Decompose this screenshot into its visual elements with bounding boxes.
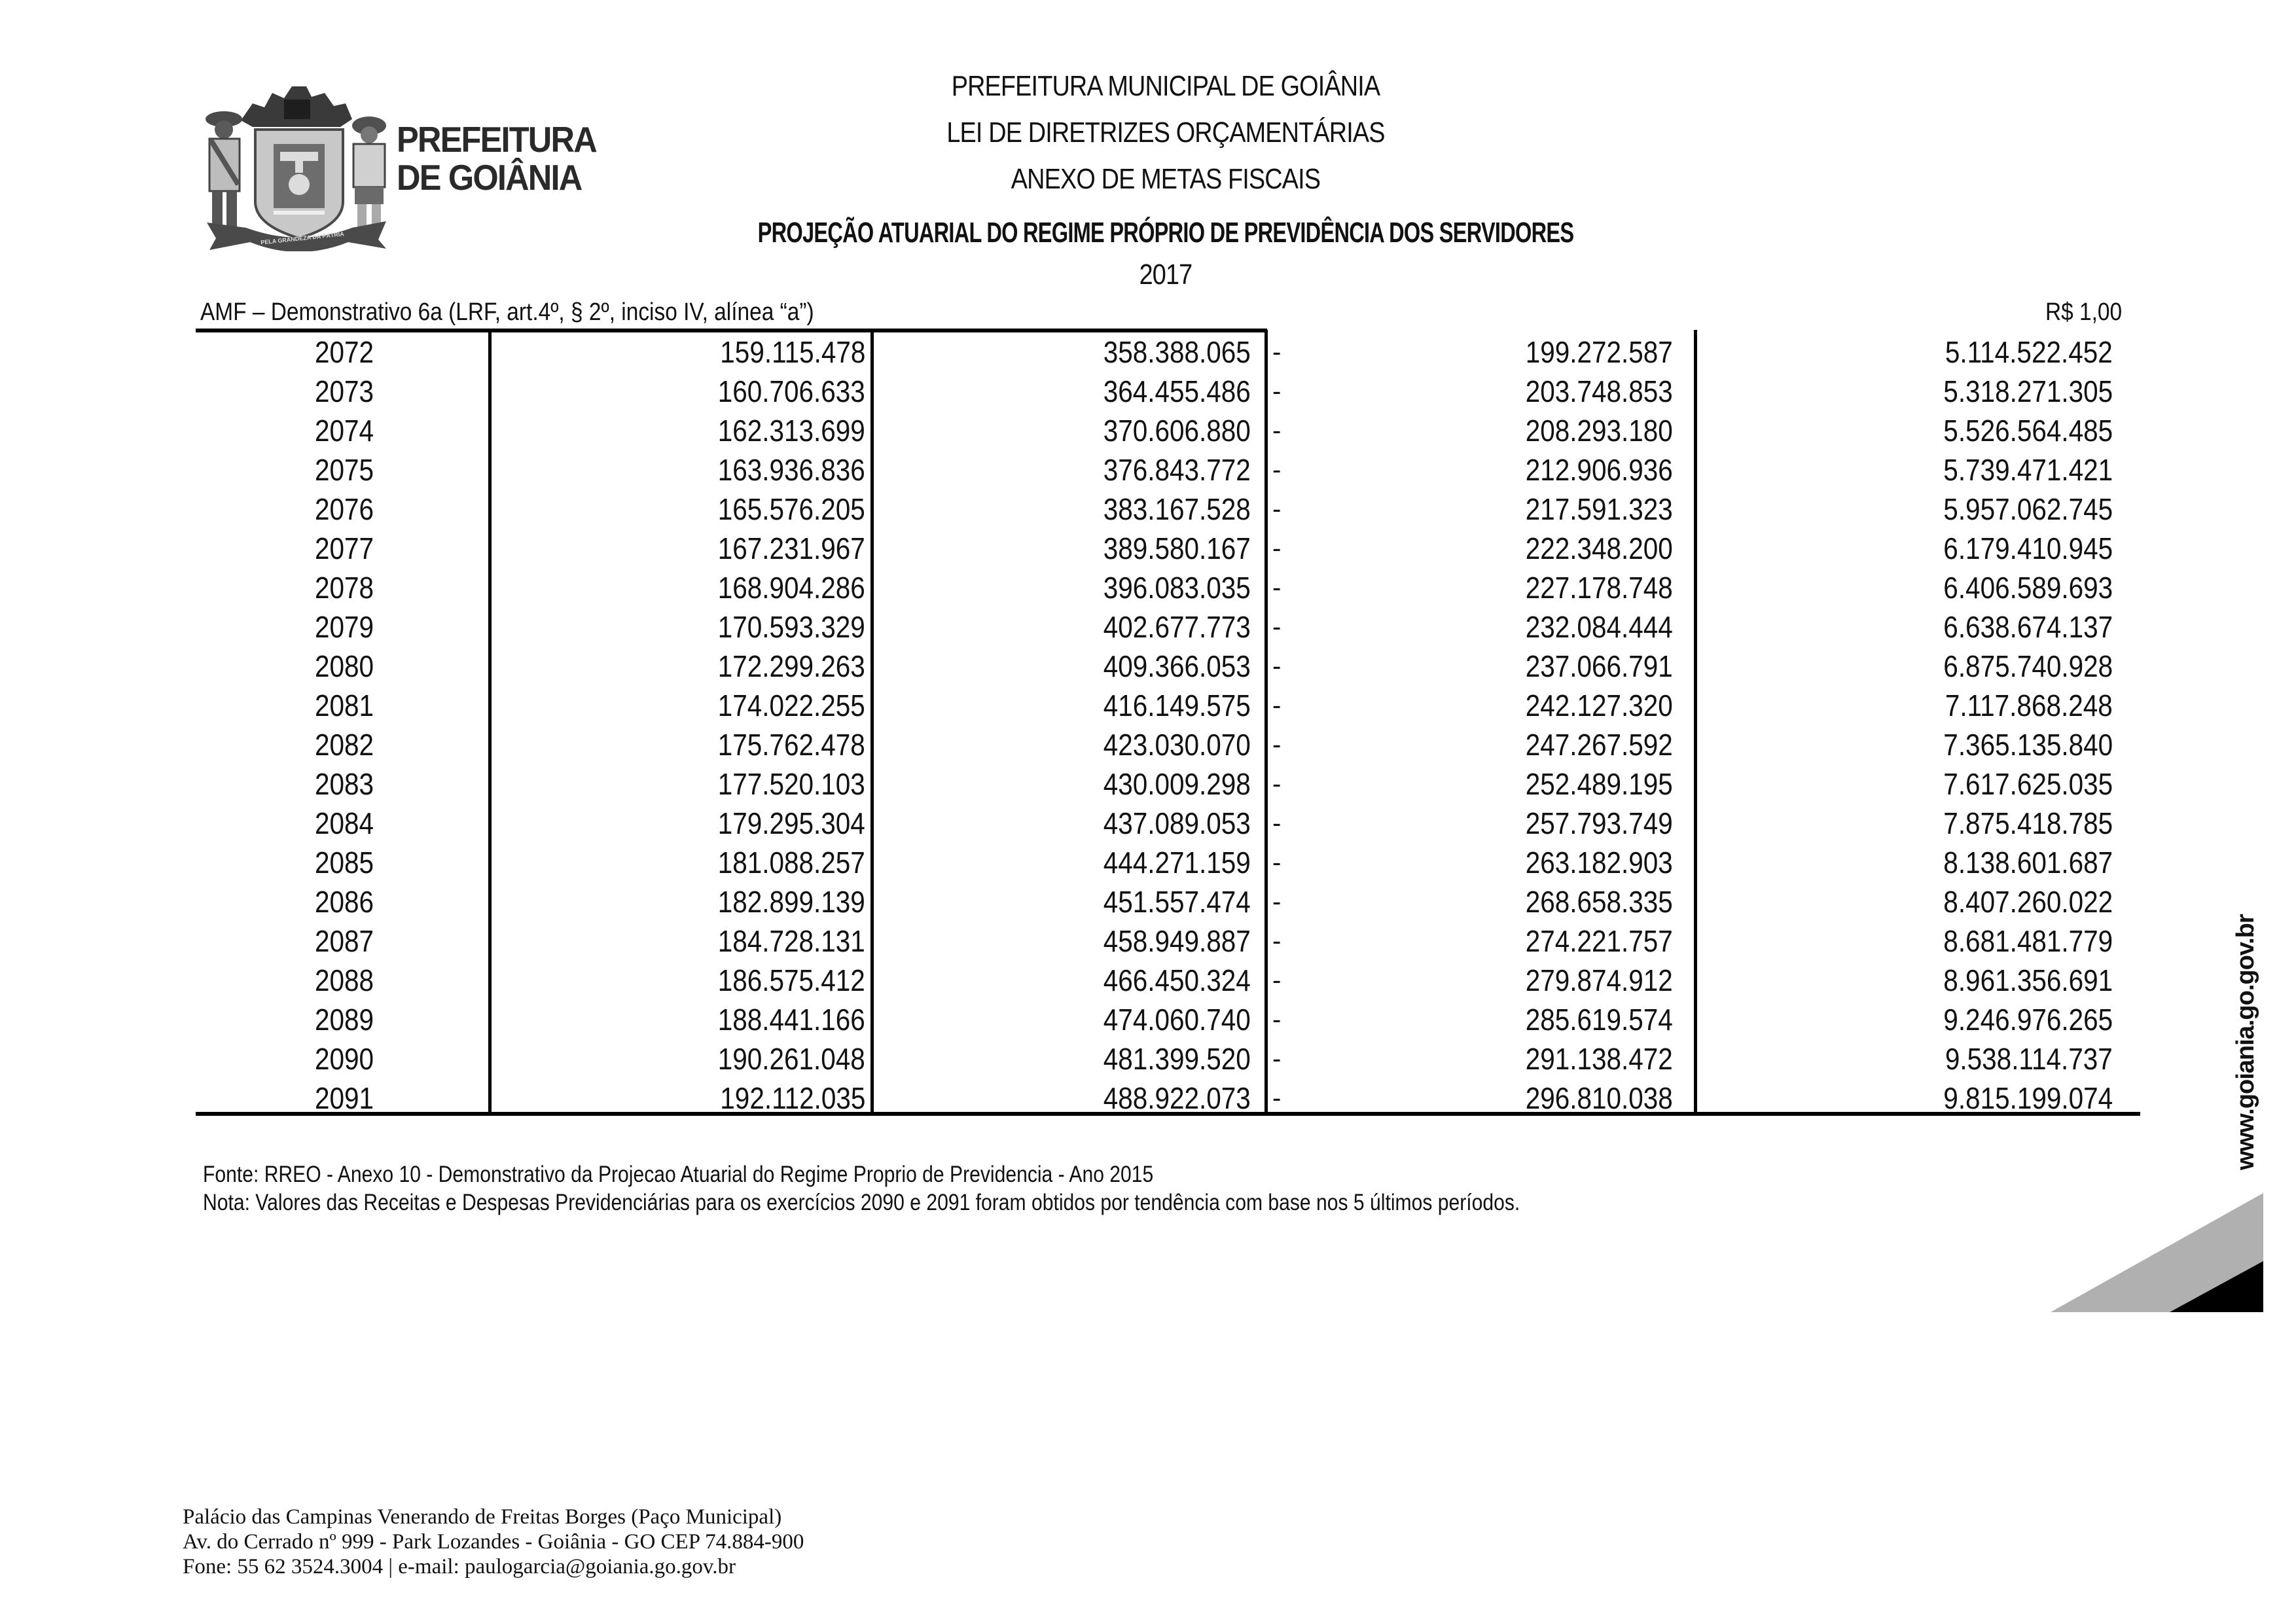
- table-row: [0, 372, 2296, 411]
- cell-value-4: 8.407.260.022: [1943, 885, 2113, 919]
- table-reference: AMF – Demonstrativo 6a (LRF, art.4º, § 2º, inciso IV, alínea “a”): [200, 298, 814, 326]
- currency-unit: R$ 1,00: [2045, 298, 2122, 326]
- cell-value-3: 203.748.853: [1525, 374, 1673, 408]
- cell-value-1: 167.231.967: [717, 531, 865, 565]
- table-row: [0, 686, 2296, 725]
- cell-sign: -: [1272, 927, 1282, 955]
- cell-sign: -: [1272, 455, 1282, 484]
- cell-value-4: 7.617.625.035: [1943, 767, 2113, 801]
- cell-value-2: 389.580.167: [1103, 531, 1251, 565]
- cell-value-3: 242.127.320: [1525, 688, 1673, 722]
- cell-value-3: 222.348.200: [1525, 531, 1673, 565]
- cell-value-1: 184.728.131: [717, 924, 865, 958]
- cell-value-3: 285.619.574: [1525, 1003, 1673, 1037]
- header-line-3: ANEXO DE METAS FISCAIS: [1011, 163, 1321, 195]
- logo-text-line2: DE GOIÂNIA: [397, 157, 582, 198]
- cell-value-1: 163.936.836: [717, 453, 865, 487]
- cell-sign: -: [1272, 534, 1282, 563]
- cell-value-3: 199.272.587: [1525, 335, 1673, 369]
- cell-value-4: 5.739.471.421: [1943, 453, 2113, 487]
- cell-value-2: 416.149.575: [1103, 688, 1251, 722]
- cell-value-3: 247.267.592: [1525, 728, 1673, 762]
- cell-value-4: 8.961.356.691: [1943, 963, 2113, 997]
- cell-value-2: 370.606.880: [1103, 414, 1251, 448]
- cell-value-1: 177.520.103: [717, 767, 865, 801]
- cell-sign: -: [1272, 573, 1282, 602]
- cell-value-3: 279.874.912: [1525, 963, 1673, 997]
- cell-year: 2083: [314, 767, 374, 801]
- cell-value-3: 291.138.472: [1525, 1042, 1673, 1076]
- cell-value-2: 451.557.474: [1103, 885, 1251, 919]
- explanatory-note: Nota: Valores das Receitas e Despesas Previdenciárias para os exercícios 2090 e 2091 foram obtidos por tendência com base nos 5 últimos períodos.: [203, 1190, 1520, 1215]
- cell-value-2: 376.843.772: [1103, 453, 1251, 487]
- cell-year: 2079: [314, 610, 374, 644]
- table-row: [0, 411, 2296, 450]
- cell-value-4: 5.318.271.305: [1943, 374, 2113, 408]
- table-row: [0, 1039, 2296, 1079]
- table-row: [0, 843, 2296, 882]
- cell-value-1: 165.576.205: [717, 492, 865, 526]
- cell-value-2: 437.089.053: [1103, 806, 1251, 840]
- cell-value-1: 159.115.478: [719, 335, 865, 369]
- cell-sign: -: [1272, 1044, 1282, 1073]
- cell-value-4: 8.681.481.779: [1943, 924, 2113, 958]
- cell-value-2: 444.271.159: [1103, 846, 1251, 880]
- cell-year: 2072: [314, 335, 374, 369]
- website-link[interactable]: www.goiania.go.gov.br: [2232, 914, 2259, 1170]
- cell-year: 2088: [314, 963, 374, 997]
- table-row: [0, 961, 2296, 1000]
- cell-value-4: 9.246.976.265: [1943, 1003, 2113, 1037]
- cell-value-1: 186.575.412: [717, 963, 865, 997]
- cell-value-3: 296.810.038: [1525, 1081, 1673, 1115]
- document-title: PROJEÇÃO ATUARIAL DO REGIME PRÓPRIO DE PREVIDÊNCIA DOS SERVIDORES: [757, 217, 1574, 249]
- cell-value-4: 9.538.114.737: [1945, 1042, 2113, 1076]
- cell-value-3: 252.489.195: [1525, 767, 1673, 801]
- cell-year: 2075: [314, 453, 374, 487]
- cell-value-3: 208.293.180: [1525, 414, 1673, 448]
- cell-value-2: 481.399.520: [1103, 1042, 1251, 1076]
- cell-year: 2077: [314, 531, 374, 565]
- cell-sign: -: [1272, 1084, 1282, 1113]
- cell-value-2: 458.949.887: [1103, 924, 1251, 958]
- cell-value-4: 6.406.589.693: [1943, 571, 2113, 605]
- table-row: [0, 764, 2296, 804]
- table-row: [0, 529, 2296, 568]
- footer-address-line-2: Av. do Cerrado nº 999 - Park Lozandes - Goiânia - GO CEP 74.884-900: [183, 1530, 804, 1554]
- cell-value-1: 192.112.035: [719, 1081, 865, 1115]
- table-row: [0, 882, 2296, 921]
- cell-value-1: 182.899.139: [717, 885, 865, 919]
- cell-value-3: 274.221.757: [1525, 924, 1673, 958]
- cell-sign: -: [1272, 377, 1282, 406]
- cell-value-4: 8.138.601.687: [1943, 846, 2113, 880]
- cell-sign: -: [1272, 613, 1282, 641]
- cell-value-3: 263.182.903: [1525, 846, 1673, 880]
- cell-value-1: 162.313.699: [717, 414, 865, 448]
- cell-year: 2089: [314, 1003, 374, 1037]
- table-row: [0, 568, 2296, 607]
- cell-value-4: 5.957.062.745: [1943, 492, 2113, 526]
- cell-value-4: 5.526.564.485: [1943, 414, 2113, 448]
- footer-contact-line: Fone: 55 62 3524.3004 | e-mail: paulogarcia@goiania.go.gov.br: [183, 1555, 736, 1578]
- cell-value-1: 179.295.304: [717, 806, 865, 840]
- cell-value-4: 6.875.740.928: [1943, 649, 2113, 683]
- cell-year: 2091: [314, 1081, 374, 1115]
- header-line-1: PREFEITURA MUNICIPAL DE GOIÂNIA: [951, 70, 1380, 102]
- cell-year: 2086: [314, 885, 374, 919]
- cell-value-1: 170.593.329: [717, 610, 865, 644]
- cell-year: 2080: [314, 649, 374, 683]
- cell-sign: -: [1272, 848, 1282, 877]
- cell-sign: -: [1272, 416, 1282, 445]
- logo-text-line1: PREFEITURA: [397, 119, 596, 160]
- cell-sign: -: [1272, 691, 1282, 720]
- table-row: [0, 725, 2296, 764]
- cell-year: 2087: [314, 924, 374, 958]
- cell-sign: -: [1272, 966, 1282, 995]
- cell-sign: -: [1272, 730, 1282, 759]
- cell-value-3: 232.084.444: [1525, 610, 1673, 644]
- cell-year: 2074: [314, 414, 374, 448]
- cell-value-4: 6.179.410.945: [1943, 531, 2113, 565]
- cell-sign: -: [1272, 338, 1282, 366]
- table-row: [0, 647, 2296, 686]
- cell-value-4: 9.815.199.074: [1943, 1081, 2113, 1115]
- cell-value-2: 358.388.065: [1103, 335, 1251, 369]
- cell-value-3: 237.066.791: [1525, 649, 1673, 683]
- cell-value-2: 383.167.528: [1103, 492, 1251, 526]
- cell-value-2: 466.450.324: [1103, 963, 1251, 997]
- cell-value-4: 7.365.135.840: [1943, 728, 2113, 762]
- cell-year: 2084: [314, 806, 374, 840]
- cell-value-2: 488.922.073: [1103, 1081, 1251, 1115]
- table-row: [0, 450, 2296, 490]
- cell-year: 2082: [314, 728, 374, 762]
- cell-year: 2076: [314, 492, 374, 526]
- table-row: [0, 490, 2296, 529]
- cell-value-1: 190.261.048: [717, 1042, 865, 1076]
- source-note: Fonte: RREO - Anexo 10 - Demonstrativo da Projecao Atuarial do Regime Proprio de Previdencia - Ano 2015: [203, 1162, 1154, 1187]
- cell-value-2: 396.083.035: [1103, 571, 1251, 605]
- cell-value-1: 175.762.478: [717, 728, 865, 762]
- cell-value-4: 5.114.522.452: [1945, 335, 2113, 369]
- cell-value-1: 168.904.286: [717, 571, 865, 605]
- corner-decoration-icon: [2051, 1193, 2267, 1314]
- crest-motto: PELA GRANDEZA DA PÁTRIA: [260, 230, 345, 246]
- cell-sign: -: [1272, 809, 1282, 838]
- cell-value-2: 474.060.740: [1103, 1003, 1251, 1037]
- cell-value-1: 181.088.257: [717, 846, 865, 880]
- cell-value-1: 174.022.255: [717, 688, 865, 722]
- cell-value-3: 268.658.335: [1525, 885, 1673, 919]
- header-line-2: LEI DE DIRETRIZES ORÇAMENTÁRIAS: [946, 116, 1385, 149]
- cell-year: 2078: [314, 571, 374, 605]
- table-row: [0, 332, 2296, 372]
- table-row: [0, 1079, 2296, 1118]
- cell-year: 2081: [314, 688, 374, 722]
- cell-value-1: 188.441.166: [717, 1003, 865, 1037]
- table-row: [0, 921, 2296, 961]
- cell-year: 2073: [314, 374, 374, 408]
- cell-value-1: 160.706.633: [717, 374, 865, 408]
- cell-value-2: 402.677.773: [1103, 610, 1251, 644]
- cell-sign: -: [1272, 495, 1282, 524]
- table-row: [0, 607, 2296, 647]
- cell-value-3: 227.178.748: [1525, 571, 1673, 605]
- table-row: [0, 1000, 2296, 1039]
- cell-sign: -: [1272, 887, 1282, 916]
- cell-value-3: 257.793.749: [1525, 806, 1673, 840]
- cell-value-3: 212.906.936: [1525, 453, 1673, 487]
- cell-value-3: 217.591.323: [1525, 492, 1673, 526]
- document-year: 2017: [1139, 259, 1193, 291]
- table-row: [0, 804, 2296, 843]
- cell-sign: -: [1272, 652, 1282, 681]
- cell-value-2: 430.009.298: [1103, 767, 1251, 801]
- cell-value-2: 364.455.486: [1103, 374, 1251, 408]
- cell-sign: -: [1272, 770, 1282, 798]
- cell-year: 2085: [314, 846, 374, 880]
- cell-sign: -: [1272, 1005, 1282, 1034]
- cell-value-2: 423.030.070: [1103, 728, 1251, 762]
- cell-value-2: 409.366.053: [1103, 649, 1251, 683]
- cell-value-4: 7.875.418.785: [1943, 806, 2113, 840]
- footer-address-line-1: Palácio das Campinas Venerando de Freitas Borges (Paço Municipal): [183, 1505, 782, 1529]
- cell-year: 2090: [314, 1042, 374, 1076]
- cell-value-4: 6.638.674.137: [1943, 610, 2113, 644]
- cell-value-4: 7.117.868.248: [1945, 688, 2113, 722]
- cell-value-1: 172.299.263: [717, 649, 865, 683]
